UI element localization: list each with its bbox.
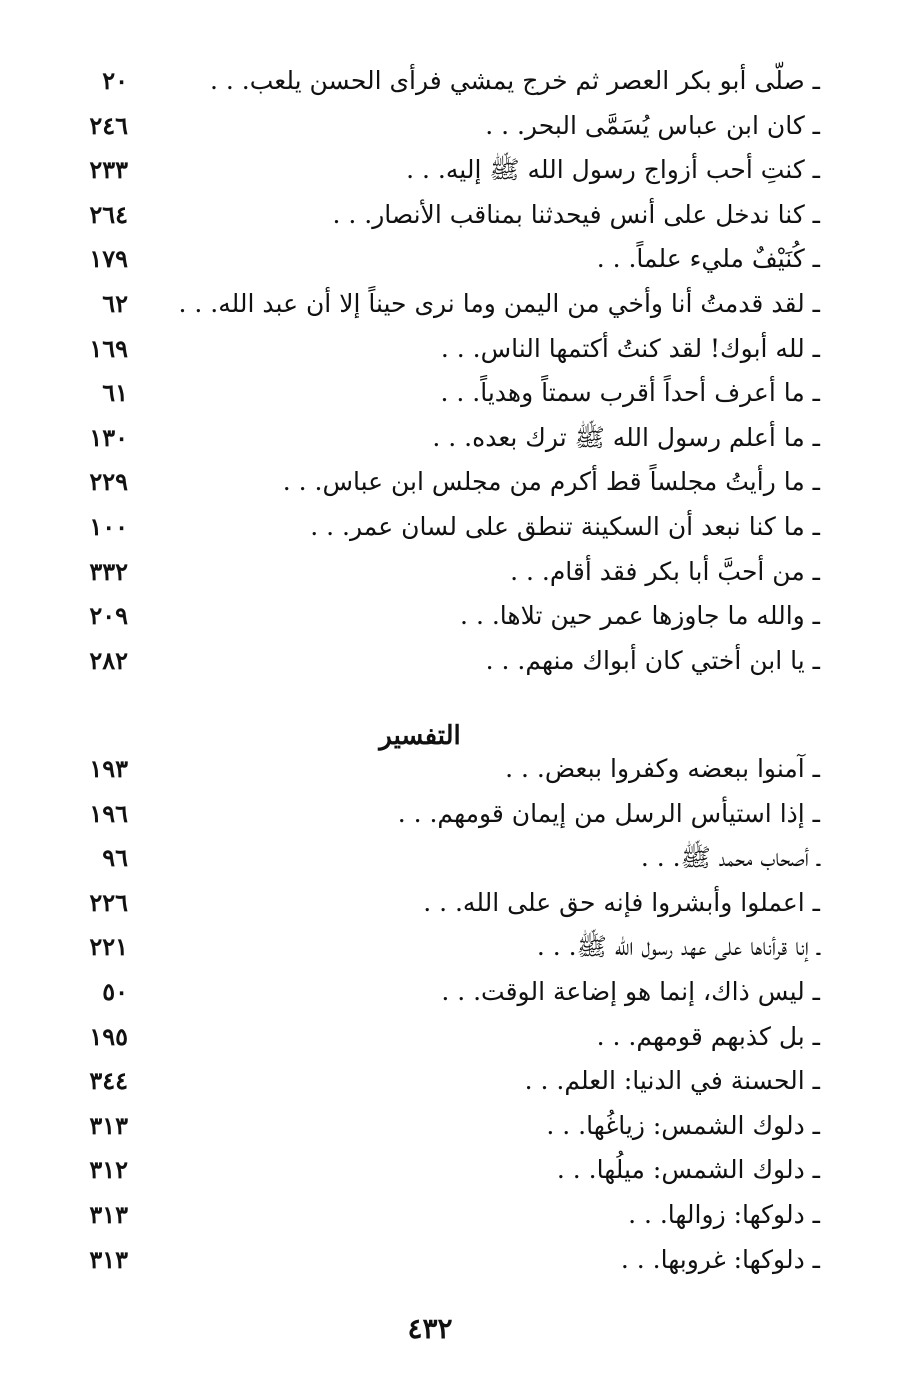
index-entry — [0, 417, 920, 462]
index-entry — [0, 926, 920, 971]
entry-page-ref: ١٦٩ — [89, 333, 128, 363]
entry-text: ـ لقد قدمتُ أنا وأخي من اليمن وما نرى حيناً إلا أن عبد الله. . . — [178, 288, 820, 318]
index-entry — [0, 882, 920, 927]
entry-page-ref: ١٣٠ — [89, 422, 128, 452]
entry-page-ref: ١٩٥ — [89, 1021, 128, 1051]
index-entry — [0, 793, 920, 838]
index-entry — [0, 105, 920, 150]
entry-text: ـ أصحاب محمد ﷺ. . . — [640, 843, 820, 873]
entry-text: ـ إذا استيأس الرسل من إيمان قومهم. . . — [397, 798, 820, 828]
entry-page-ref: ٢٢١ — [89, 932, 128, 962]
entry-text: ـ إنا قرأناها على عهد رسول الله ﷺ. . . — [536, 932, 820, 962]
entry-text: ـ اعملوا وأبشروا فإنه حق على الله. . . — [423, 887, 820, 917]
entry-page-ref: ١٩٣ — [89, 754, 128, 783]
entry-page-ref: ٢٢٩ — [89, 467, 128, 497]
index-entry — [0, 149, 920, 194]
entry-text: ـ والله ما جاوزها عمر حين تلاها. . . — [460, 601, 820, 631]
entry-page-ref: ٣١٣ — [89, 1110, 128, 1140]
index-entry — [0, 1016, 920, 1061]
index-entry — [0, 1149, 920, 1194]
index-entry — [0, 1060, 920, 1105]
entry-page-ref: ٣١٢ — [89, 1155, 128, 1185]
entry-text: ـ كُنَيْفٌ مليء علماً. . . — [596, 244, 820, 274]
entry-page-ref: ٢٦٤ — [89, 199, 128, 229]
entry-page-ref: ١٩٦ — [89, 798, 128, 828]
index-entry — [0, 238, 920, 283]
index-entry — [0, 1194, 920, 1239]
entry-text: ـ دلوك الشمس: ميلُها. . . — [556, 1155, 820, 1185]
index-entry — [0, 372, 920, 417]
entry-text: ـ من أحبَّ أبا بكر فقد أقام. . . — [510, 556, 820, 586]
index-entry — [0, 1239, 920, 1284]
index-list-tafsir — [0, 748, 920, 1283]
entry-text: ـ بل كذبهم قومهم. . . — [596, 1021, 820, 1051]
entry-page-ref: ١٠٠ — [89, 511, 128, 541]
index-entry — [0, 461, 920, 506]
entry-page-ref: ٢٠٩ — [89, 601, 128, 631]
index-entry — [0, 506, 920, 551]
index-entry — [0, 1105, 920, 1150]
entry-page-ref: ٣١٣ — [89, 1244, 128, 1274]
index-entry — [0, 551, 920, 596]
entry-text: ـ كنا ندخل على أنس فيحدثنا بمناقب الأنصار. . . — [332, 199, 820, 229]
index-entry — [0, 60, 920, 105]
entry-text: ـ دلوكها: غروبها. . . — [620, 1244, 820, 1274]
index-entry — [0, 837, 920, 882]
entry-page-ref: ٢٨٢ — [89, 645, 128, 675]
entry-text: ـ كنتِ أحب أزواج رسول الله ﷺ إليه. . . — [406, 155, 820, 185]
entry-text: ـ ما رأيتُ مجلساً قط أكرم من مجلس ابن عباس. . . — [282, 467, 820, 497]
entry-page-ref: ١٧٩ — [89, 244, 128, 274]
index-list-sayings — [0, 60, 920, 684]
section-heading-tafsir: التفسير — [379, 720, 461, 751]
entry-text: ـ ما أعلم رسول الله ﷺ ترك بعده. . . — [432, 422, 820, 452]
entry-page-ref: ٢٠ — [102, 66, 128, 95]
entry-page-ref: ٣١٣ — [89, 1199, 128, 1229]
entry-page-ref: ٩٦ — [102, 843, 128, 873]
entry-text: ـ آمنوا ببعضه وكفروا ببعض. . . — [505, 754, 820, 783]
entry-text: ـ ما كنا نبعد أن السكينة تنطق على لسان عمر. . . — [310, 511, 820, 541]
entry-page-ref: ٦١ — [102, 378, 128, 408]
entry-text: ـ يا ابن أختي كان أبواك منهم. . . — [485, 645, 820, 675]
entry-text: ـ ما أعرف أحداً أقرب سمتاً وهدياً. . . — [440, 378, 820, 408]
entry-text: ـ لله أبوك! لقد كنتُ أكتمها الناس. . . — [440, 333, 820, 363]
entry-text: ـ دلوك الشمس: زياغُها. . . — [546, 1110, 820, 1140]
index-entry — [0, 971, 920, 1016]
entry-page-ref: ٢٤٦ — [89, 110, 128, 140]
entry-page-ref: ٥٠ — [102, 976, 128, 1006]
entry-page-ref: ٣٣٢ — [89, 556, 128, 586]
entry-text: ـ الحسنة في الدنيا: العلم. . . — [524, 1066, 820, 1096]
entry-text: ـ صلّى أبو بكر العصر ثم خرج يمشي فرأى الحسن يلعب. . . — [209, 66, 820, 95]
entry-text: ـ دلوكها: زوالها. . . — [628, 1199, 820, 1229]
entry-page-ref: ٢٣٣ — [89, 155, 128, 185]
index-entry — [0, 595, 920, 640]
entry-page-ref: ٢٢٦ — [89, 887, 128, 917]
entry-text: ـ كان ابن عباس يُسَمَّى البحر. . . — [485, 110, 820, 140]
index-entry — [0, 194, 920, 239]
index-entry — [0, 328, 920, 373]
index-entry — [0, 283, 920, 328]
index-entry — [0, 748, 920, 793]
page-number: ٤٣٢ — [407, 1312, 453, 1345]
entry-page-ref: ٣٤٤ — [89, 1066, 128, 1096]
entry-page-ref: ٦٢ — [102, 288, 128, 318]
index-entry — [0, 640, 920, 685]
entry-text: ـ ليس ذاك، إنما هو إضاعة الوقت. . . — [441, 976, 820, 1006]
